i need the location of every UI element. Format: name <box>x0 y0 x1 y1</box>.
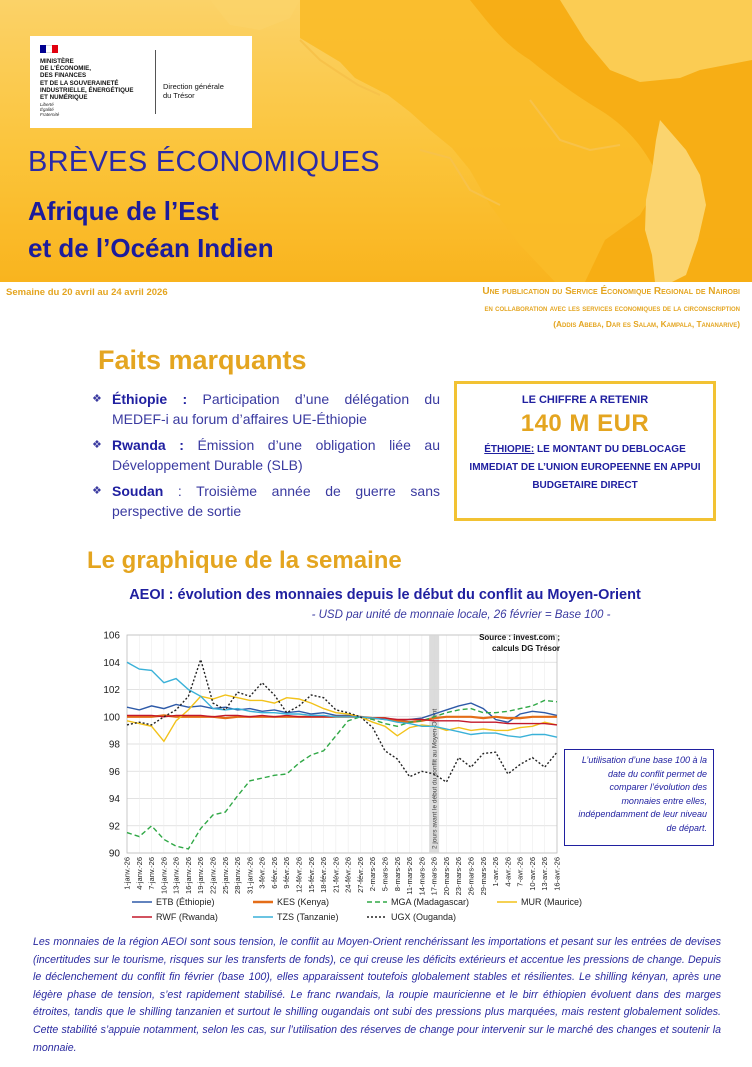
x-tick-label: 3-févr.-26 <box>257 857 267 889</box>
ministry-line: MINISTÈRE <box>40 58 74 65</box>
chart-source <box>458 632 560 654</box>
ministry-line: DE L'ÉCONOMIE, <box>40 65 91 73</box>
region-title-line2: et de l’Océan Indien <box>28 233 274 263</box>
x-tick-label: 15-févr.-26 <box>306 857 316 893</box>
country-label: Soudan <box>112 483 164 499</box>
chart-section-title: Le graphique de la semaine <box>87 547 402 574</box>
y-tick-label: 100 <box>103 712 120 724</box>
x-tick-label: 13-avr.-26 <box>540 857 550 891</box>
item-text: Émission d’une obligation liée au Développement Durable (SLB) <box>112 437 440 473</box>
cities-line: (Addis Abeba, Dar es Salam, Kampala, Tananarive) <box>553 319 740 329</box>
legend-label: KES (Kenya) <box>277 897 330 907</box>
series-line <box>127 660 557 783</box>
x-tick-label: 29-mars-26 <box>478 857 488 896</box>
flag-icon <box>40 45 58 53</box>
conflict-marker-label: 2 jours avant le début du conflit au Moyen-Orient <box>431 708 439 849</box>
list-item <box>92 435 440 475</box>
x-tick-label: 4-janv.-26 <box>134 857 144 890</box>
source-line: Source : invest.com ; <box>479 633 560 642</box>
faits-marquants-title: Faits marquants <box>98 345 307 375</box>
x-tick-label: 1-janv.-26 <box>122 857 132 890</box>
ministry-line: ET NUMÉRIQUE <box>40 94 88 102</box>
y-tick-label: 90 <box>108 848 120 860</box>
legend-label: UGX (Ouganda) <box>391 912 457 922</box>
x-tick-label: 25-janv.-26 <box>220 857 230 894</box>
y-tick-label: 96 <box>108 766 120 778</box>
x-tick-label: 18-févr.-26 <box>319 857 329 893</box>
legend-label: TZS (Tanzanie) <box>277 912 339 922</box>
y-tick-label: 106 <box>103 630 120 642</box>
currency-line-chart <box>90 628 583 928</box>
list-item <box>92 389 440 429</box>
x-tick-label: 16-janv.-26 <box>183 857 193 894</box>
x-tick-label: 10-janv.-26 <box>159 857 169 894</box>
publication-type: BRÈVES ÉCONOMIQUES <box>28 146 380 178</box>
x-tick-label: 19-janv.-26 <box>196 857 206 894</box>
direction-line: du Trésor <box>163 91 195 100</box>
key-figure-label: LE CHIFFRE A RETENIR <box>521 394 649 406</box>
collaboration-line: en collaboration avec les services economiques de la circonscription <box>484 303 740 313</box>
x-tick-label: 7-avr.-26 <box>515 857 525 887</box>
x-tick-label: 5-mars-26 <box>380 857 390 892</box>
key-figure-text: LE MONTANT DU DEBLOCAGE IMMEDIAT DE L’UNION EUROPEENNE EN APPUI BUDGETAIRE DIRECT <box>469 444 701 491</box>
x-tick-label: 11-mars-26 <box>405 857 415 895</box>
region-title-line1: Afrique de l’Est <box>28 196 219 226</box>
ministry-logo <box>30 36 252 128</box>
flag-red-band <box>52 45 58 53</box>
key-figure-description <box>467 441 703 495</box>
series-line <box>127 662 557 737</box>
x-tick-label: 23-mars-26 <box>454 857 464 896</box>
analysis-paragraph: Les monnaies de la région AEOI sont sous tension, le conflit au Moyen-Orient renchérissant les importations et pesant sur les entrées de devises (incertitudes sur le tourisme, risques sur les transferts de fonds), ce qui creuse les déficits extérieurs et accentue les pressions de change. Depuis le déclenchement du conflit fin février (base 100), elles apparaissent toutefois globalement stables et résilientes. Le shilling kényan, après une légère phase de tension, s’est rapidement stabilisé. Le franc rwandais, la roupie mauricienne et le birr éthiopien évoluent dans des marges étroites, tandis que le shilling tanzanien et surtout le shilling ougandais ont subi des pressions plus marquées, mais restent globalement solides. Cette stabilité s’appuie notamment, selon les cas, sur l’utilisation des réserves de change pour intervenir sur le marché des changes et soutenir la monnaie. <box>33 936 721 1054</box>
key-figure-box <box>454 381 716 521</box>
y-tick-label: 94 <box>108 794 120 805</box>
x-tick-label: 4-avr.-26 <box>503 857 513 887</box>
chart-title: AEOI : évolution des monnaies depuis le début du conflit au Moyen-Orient <box>129 587 641 603</box>
publication-line: Une publication du Service Économique Regional de Nairobi <box>482 286 740 297</box>
x-tick-label: 24-févr.-26 <box>343 857 353 893</box>
ministry-name <box>40 58 152 101</box>
list-item <box>92 481 440 521</box>
x-tick-label: 31-janv.-26 <box>245 857 255 894</box>
legend-label: RWF (Rwanda) <box>156 912 218 922</box>
x-tick-label: 2-mars-26 <box>368 857 378 892</box>
faits-marquants-list <box>92 389 440 527</box>
x-tick-label: 8-mars-26 <box>392 857 402 892</box>
logo-separator <box>155 50 156 114</box>
motto-line: Égalité <box>40 107 54 112</box>
republic-motto <box>40 102 59 117</box>
x-tick-label: 22-janv.-26 <box>208 857 218 894</box>
diamond-bullet-icon: ❖ <box>92 485 102 497</box>
x-tick-label: 16-avr.-26 <box>552 857 562 891</box>
x-tick-label: 10-avr.-26 <box>527 857 537 891</box>
x-tick-label: 17-mars-26 <box>429 857 439 896</box>
chart-note: L’utilisation d’une base 100 à la date du conflit permet de comparer l’évolution des monnaies entre elles, indépendamment de leur niveau de départ. <box>564 749 714 846</box>
ministry-line: ET DE LA SOUVERAINETÉ <box>40 79 119 87</box>
motto-line: Liberté <box>40 102 54 107</box>
legend-label: MUR (Maurice) <box>521 897 583 907</box>
x-tick-label: 7-janv.-26 <box>147 857 157 890</box>
x-tick-label: 12-févr.-26 <box>294 857 304 893</box>
legend-label: ETB (Éthiopie) <box>156 897 215 907</box>
x-tick-label: 27-févr.-26 <box>355 857 365 893</box>
y-tick-label: 102 <box>103 685 120 696</box>
ministry-line: DES FINANCES <box>40 72 87 80</box>
direction-name <box>163 82 224 100</box>
y-tick-label: 98 <box>108 739 120 751</box>
x-tick-label: 21-févr.-26 <box>331 857 341 893</box>
key-figure-value: 140 M EUR <box>520 410 650 437</box>
direction-line: Direction générale <box>163 82 224 91</box>
item-text: Participation d’une délégation du MEDEF-i au forum d’affaires UE-Éthiopie <box>112 391 440 427</box>
key-figure-country: ÉTHIOPIE: <box>484 444 535 455</box>
week-dates: Semaine du 20 avril au 24 avril 2026 <box>6 287 168 298</box>
x-tick-label: 1-avr.-26 <box>491 857 501 887</box>
country-label: Éthiopie : <box>112 391 188 407</box>
country-label: Rwanda : <box>112 437 184 453</box>
x-tick-label: 28-janv.-26 <box>233 857 243 894</box>
x-tick-label: 6-févr.-26 <box>269 857 279 889</box>
chart-subtitle: - USD par unité de monnaie locale, 26 février = Base 100 - <box>311 609 611 621</box>
diamond-bullet-icon: ❖ <box>92 393 102 405</box>
x-tick-label: 20-mars-26 <box>441 857 451 896</box>
x-tick-label: 14-mars-26 <box>417 857 427 896</box>
source-line: calculs DG Trésor <box>491 644 560 653</box>
y-tick-label: 92 <box>108 821 120 833</box>
x-tick-label: 26-mars-26 <box>466 857 476 896</box>
item-text: : Troisième année de guerre sans perspective de sortie <box>112 483 440 519</box>
header-banner <box>0 0 752 282</box>
ministry-line: INDUSTRIELLE, ÉNERGÉTIQUE <box>40 86 134 94</box>
y-tick-label: 104 <box>103 657 120 669</box>
motto-line: Fraternité <box>40 112 60 117</box>
legend-label: MGA (Madagascar) <box>391 897 470 907</box>
x-tick-label: 13-janv.-26 <box>171 857 181 894</box>
x-tick-label: 9-févr.-26 <box>282 857 292 889</box>
diamond-bullet-icon: ❖ <box>92 439 102 451</box>
